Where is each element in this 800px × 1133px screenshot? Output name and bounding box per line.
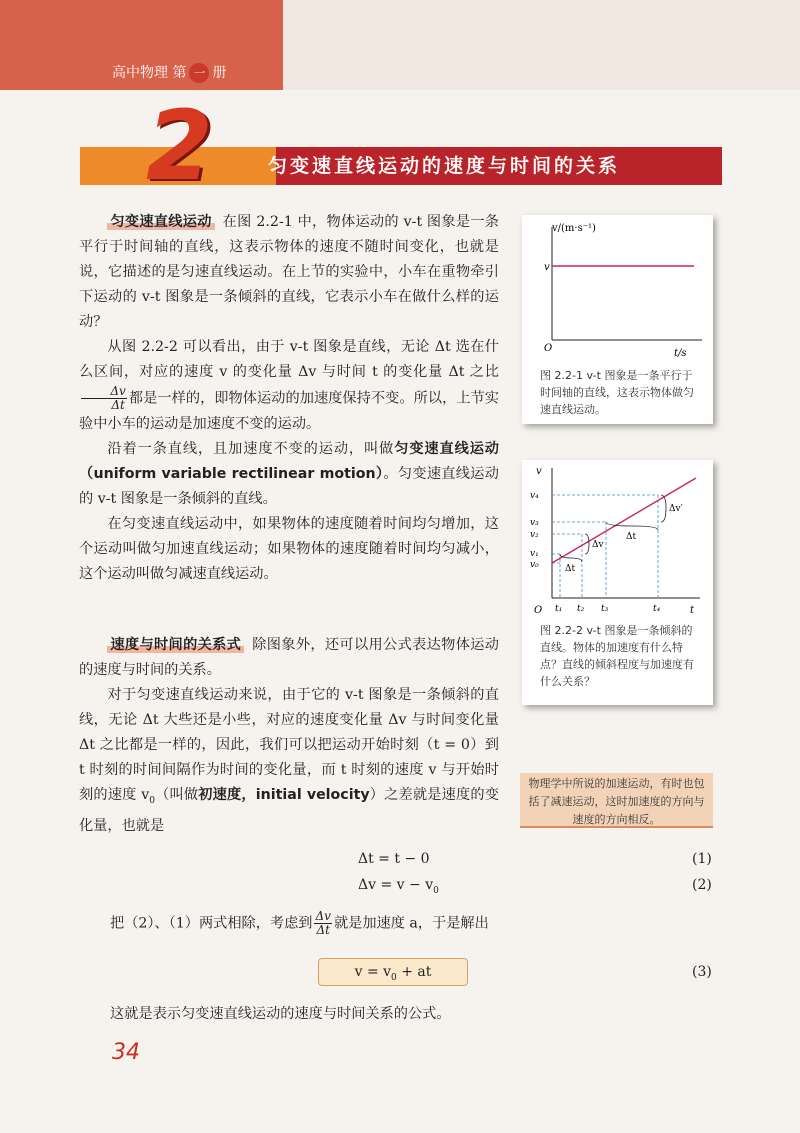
equation-3-box <box>318 958 468 986</box>
book-prefix: 高中物理 第 <box>112 65 187 81</box>
t3-label: t₃ <box>601 604 609 614</box>
paragraph-5 <box>79 633 499 683</box>
equation-3-lhs: v = v <box>354 964 392 980</box>
paragraph-6-text-a: 对于匀变速直线运动来说，由于它的 v-t 图象是一条倾斜的直线，无论 Δt 大些还是小些，对应的速度变化量 Δv 与时间变化量 Δt 之比都是一样的，因此，我们可以把运动开始时刻（t = 0）到 t 时刻的时间间隔作为时间的变化量，而 t 时刻的速度 v 与开始时刻的速度 v <box>79 687 499 803</box>
delta-t-label-1: Δt <box>565 564 576 574</box>
side-note: 物理学中所说的加速运动，有时也包括了减速运动，这时加速度的方向与速度的方向相反。 <box>520 773 713 828</box>
figure-2-2-2-caption: 图 2.2-2 v-t 图象是一条倾斜的直线。物体的加速度有什么特点？直线的倾斜程度与加速度有什么关系？ <box>540 624 694 688</box>
header-band-right <box>283 0 800 90</box>
equation-2-number: (2) <box>692 877 712 893</box>
equation-2-subscript: 0 <box>433 885 439 896</box>
y-axis-label: v/(m·s⁻¹) <box>552 223 596 234</box>
v2-label: v₂ <box>530 530 539 540</box>
paragraph-1 <box>79 210 499 335</box>
v0-label: v₀ <box>530 560 539 570</box>
v-tick-label: v <box>544 262 550 273</box>
figure-2-2-1-caption: 图 2.2-1 v-t 图象是一条平行于时间轴的直线，这表示物体做匀速直线运动。 <box>540 369 694 416</box>
equation-2 <box>358 877 439 896</box>
accelerating-line <box>552 478 696 563</box>
term-uniform-variable-motion: 匀变速直线运动（uniform variable rectilinear motion） <box>79 441 499 482</box>
equation-2-lhs: Δv = v − v <box>358 877 434 893</box>
divide-sentence-b: 就是加速度 a，于是解出 <box>333 915 489 932</box>
paragraph-4: 在匀变速直线运动中，如果物体的速度随着时间均匀增加，这个运动叫做匀加速直线运动；如果物体的速度随着时间均匀减小，这个运动叫做匀减速直线运动。 <box>79 516 499 582</box>
book-suffix: 册 <box>212 65 227 81</box>
delta-v-label-1: Δv <box>592 540 604 550</box>
paragraph-6-text-b: （叫做 <box>154 787 199 803</box>
origin-label: O <box>544 343 553 354</box>
volume-badge: 一 <box>189 63 209 83</box>
paragraph-6-text-c: ）之差就是速度的变化量，也就是 <box>79 787 499 834</box>
figure-2-2-2-plot <box>522 460 713 618</box>
origin-label-2: O <box>534 605 543 616</box>
paragraph-2 <box>79 335 499 437</box>
fraction-numerator: Δv <box>81 385 127 399</box>
keyword-velocity-time-relation: 速度与时间的关系式 <box>107 637 244 653</box>
equation-3-subscript: 0 <box>391 972 397 983</box>
paragraph-5-text: 除图象外，还可以用公式表达物体运动的速度与时间的关系。 <box>79 637 499 678</box>
paragraph-3-text-a: 沿着一条直线，且加速度不变的运动，叫做 <box>107 441 395 457</box>
delta-t-label-2: Δt <box>626 532 637 542</box>
v4-label: v₄ <box>530 491 539 501</box>
paragraph-3-text-b: 。匀变速直线运动的 v-t 图象是一条倾斜的直线。 <box>79 466 499 507</box>
body-column-bottom <box>79 633 499 839</box>
paragraph-3 <box>79 437 499 512</box>
section-title: 匀变速直线运动的速度与时间的关系 <box>268 155 621 177</box>
delta-v-label-2: Δv′ <box>669 504 683 514</box>
fraction-dv-dt-2 <box>314 910 331 937</box>
page-number: 34 <box>112 1040 140 1065</box>
divide-sentence-a: 把（2）、（1）两式相除，考虑到 <box>110 915 313 932</box>
fraction-denominator: Δt <box>111 398 125 412</box>
paragraph-1-text: 在图 2.2-1 中，物体运动的 v-t 图象是一条平行于时间轴的直线，这表示物体的速度不随时间变化，也就是说，它描述的是匀速直线运动。在上节的实验中，小车在重物牵引下运动的 v-t 图象是一条倾斜的直线，它表示小车在做什么样的运动？ <box>79 214 499 330</box>
term-initial-velocity: 初速度，initial velocity <box>198 787 370 803</box>
fraction-denominator-2: Δt <box>316 923 330 937</box>
equation-3-rhs: + at <box>396 964 432 980</box>
t-axis-label: t <box>690 605 695 616</box>
fraction-dv-dt <box>81 385 127 412</box>
x-axis-label: t/s <box>674 348 687 359</box>
fraction-numerator-2: Δv <box>315 909 331 923</box>
body-column-top <box>79 210 499 587</box>
v3-label: v₃ <box>530 518 539 528</box>
figure-2-2-1-plot <box>522 215 713 363</box>
paragraph-2-text-a: 从图 2.2-2 可以看出，由于 v-t 图象是直线，无论 Δt 选在什么区间，对应的速度 v 的变化量 Δv 与时间 t 的变化量 Δt 之比 <box>79 339 499 380</box>
book-title <box>112 62 226 83</box>
figure-2-2-2 <box>522 460 713 705</box>
section-number: 2 <box>146 90 213 202</box>
bracket-dv-small <box>585 534 589 554</box>
v-axis-label: v <box>536 466 542 477</box>
equation-1-number: (1) <box>692 851 712 867</box>
keyword-uniform-motion: 匀变速直线运动 <box>107 214 214 230</box>
t4-label: t₄ <box>653 604 661 614</box>
bracket-dv-large <box>661 495 666 522</box>
t2-label: t₂ <box>577 604 585 614</box>
equation-3-number: (3) <box>692 964 712 980</box>
divide-sentence <box>110 910 489 937</box>
t1-label: t₁ <box>555 604 563 614</box>
equation-1: Δt = t − 0 <box>358 851 430 867</box>
conclusion-sentence: 这就是表示匀变速直线运动的速度与时间关系的公式。 <box>110 1006 451 1022</box>
figure-2-2-1 <box>522 215 713 424</box>
v1-label: v₁ <box>530 549 539 559</box>
paragraph-6 <box>79 683 499 839</box>
bracket-dt-small <box>560 554 582 562</box>
subscript-0: 0 <box>149 795 155 806</box>
paragraph-2-text-b: 都是一样的，即物体运动的加速度保持不变。所以，上节实验中小车的运动是加速度不变的运动。 <box>79 390 499 432</box>
